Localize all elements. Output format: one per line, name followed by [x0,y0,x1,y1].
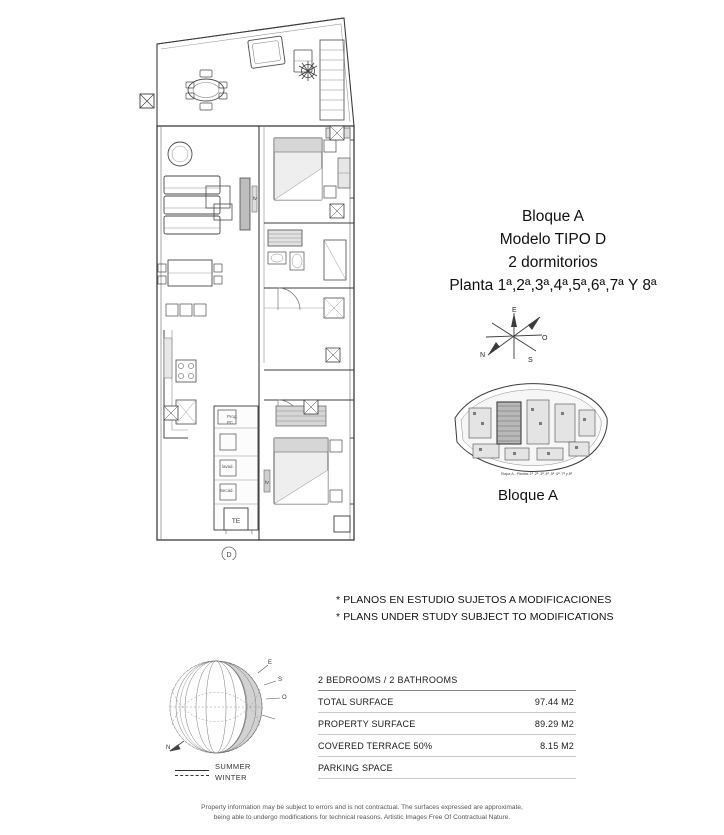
surfaces-heading: 2 BEDROOMS / 2 BATHROOMS [318,675,576,691]
sun-legend-line-summer [175,770,209,771]
legal-footer-line1: Property information may be subject to errors and is not contractual. The surfaces expressed are approximate, [201,804,523,811]
modifications-note-es: * PLANOS EN ESTUDIO SUJETOS A MODIFICACIONES [336,594,612,606]
table-row [318,735,576,757]
surfaces-row-label: PROPERTY SURFACE [318,719,416,729]
sun-label-s: S [278,677,283,683]
closet-label-4: Secad. [220,488,234,493]
sun-path-diagram [150,655,290,760]
surfaces-row-value: 89.29 M2 [534,719,574,729]
tv-label-2: tv [265,480,269,486]
surfaces-row-label: COVERED TERRACE 50% [318,741,433,751]
modifications-note [336,592,696,626]
title-block [398,205,708,297]
room-te-label: TE [231,518,241,525]
sun-legend-summer-label: SUMMER [215,762,251,771]
modifications-note-en: * PLANS UNDER STUDY SUBJECT TO MODIFICATIONS [336,611,614,623]
surfaces-row-label: PARKING SPACE [318,763,393,773]
sun-legend [175,762,295,782]
surfaces-row-value: 97.44 M2 [534,697,574,707]
compass-label-e: E [512,307,517,314]
sun-label-n: N [166,745,171,751]
closet-label-2: PC [227,420,234,425]
surfaces-row-value: 8.15 M2 [540,741,574,751]
surfaces-table [318,675,576,779]
sun-legend-winter-label: WINTER [215,773,247,782]
compass-label-n: N [480,352,486,359]
floorplan-drawing [128,8,390,560]
keyplan-sub-caption: Etapa A - Plantas 1ª ,2ª ,3ª ,4ª ,5ª ,6ª ,7ª y 8ª [501,472,572,476]
legal-footer-line2: being able to undergo modifications for technical reasons. Artistic Images Free Of Contractual Nature. [213,813,511,821]
compass-label-o: O [542,335,548,342]
closet-label-3: lavad. [222,464,234,469]
keyplan-caption: Bloque A [497,487,559,504]
compass-rose-icon [478,305,550,367]
title-bedrooms: 2 dormitorios [508,254,598,271]
sun-label-e: E [268,660,273,666]
table-row [318,757,576,779]
keyplan-diagram [443,378,613,478]
title-floors: Planta 1ª,2ª,3ª,4ª,5ª,6ª,7ª Y 8ª [449,277,657,294]
surfaces-row-value [574,763,576,773]
sun-legend-lines [175,768,209,776]
legal-footer [0,803,724,822]
table-row [318,713,576,735]
door-tag-label: D [226,552,232,559]
title-model: Modelo TIPO D [499,231,607,248]
title-block-name: Bloque A [521,208,585,225]
compass-label-s: S [528,357,533,364]
floorplan-svg [128,8,390,560]
closet-label-1: Prog. [227,414,238,419]
tv-label-1: tv [253,196,257,202]
sun-legend-line-winter [175,775,209,776]
surfaces-row-label: TOTAL SURFACE [318,697,394,707]
table-row [318,691,576,713]
sun-label-o: O [282,695,287,701]
